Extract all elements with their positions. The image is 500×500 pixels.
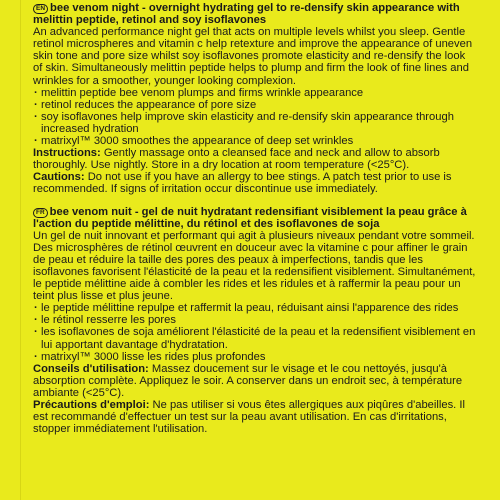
cautions-label: Cautions:	[33, 171, 85, 184]
english-title	[33, 2, 476, 26]
cautions-text: Ne pas utiliser si vous êtes allergiques aux piqûres d'abeilles. Il est recommandé d'effectuer un test sur la peau avant utilisation. En cas d'irritations, stopper immédiatement l'utilisation.	[33, 399, 465, 436]
english-title-text: bee venom night - overnight hydrating gel to re-densify skin appearance with melittin peptide, retinol and soy isoflavones	[33, 2, 460, 27]
instructions-label: Instructions:	[33, 147, 101, 160]
french-instructions	[33, 363, 476, 399]
cautions-label: Précautions d'emploi:	[33, 399, 150, 411]
list-item: · soy isoflavones help improve skin elasticity and re-densify skin appearance through increased hydration	[33, 111, 476, 135]
instructions-text: Gently massage onto a cleansed face and neck and allow to absorb thoroughly. Use nightly. Store in a dry location at room temperature (<25°C).	[33, 147, 440, 172]
language-badge-fr: FR	[33, 208, 48, 218]
list-item: · matrixyl™ 3000 smoothes the appearance of deep set wrinkles	[33, 135, 476, 147]
french-title	[33, 206, 476, 230]
instructions-label: Conseils d'utilisation:	[33, 362, 149, 375]
english-section	[33, 2, 476, 196]
label-panel	[20, 0, 482, 500]
english-instructions	[33, 147, 476, 171]
instructions-text: Massez doucement sur le visage et le cou nettoyés, jusqu'à absorption complète. Appliquez le soir. A conserver dans un endroit sec, à température ambiante (<25°C).	[33, 362, 463, 399]
language-badge-en: EN	[33, 4, 48, 14]
english-intro: An advanced performance night gel that acts on multiple levels whilst you sleep. Gentle retinol microspheres and vitamin c help retexture and improve the appearance of uneven skin tone and pore size whilst soy isoflavones promote elasticity and re-densify the look of skin. Simultaneously melittin peptide helps to plump and firm the look of fine lines and wrinkles for a smoother, younger looking complexion.	[33, 26, 473, 87]
french-intro: Un gel de nuit innovant et performant qui agit à plusieurs niveaux pendant votre sommeil. Des microsphères de rétinol œuvrent en douceur avec la vitamine c pour affiner le grain de peau et réduire la taille des pores des peaux à imperfections, tandis que les isoflavones favorisent l'élasticité de la peau et la redensifient visiblement. Simultanément, le peptide mélittine aide à combler les rides et les ridules et à raffermir la peau pour un teint plus lisse et plus jeune.	[33, 229, 476, 303]
french-benefits-list	[33, 302, 476, 362]
list-item: · retinol reduces the appearance of pore size	[33, 99, 476, 111]
list-item: · matrixyl™ 3000 lisse les rides plus profondes	[33, 351, 476, 363]
english-benefits-list	[33, 87, 476, 147]
list-item: · les isoflavones de soja améliorent l'élasticité de la peau et la redensifient visiblement en lui apportant davantage d'hydratation.	[33, 326, 476, 350]
list-item: · le peptide mélittine repulpe et raffermit la peau, réduisant ainsi l'apparence des rides	[33, 302, 476, 314]
list-item: · melittin peptide bee venom plumps and firms wrinkle appearance	[33, 87, 476, 99]
french-title-text: bee venom nuit - gel de nuit hydratant redensifiant visiblement la peau grâce à l'action du peptide mélittine, du rétinol et des isoflavones de soja	[33, 205, 467, 230]
list-item: · le rétinol resserre les pores	[33, 314, 476, 326]
french-section	[33, 206, 476, 436]
cautions-text: Do not use if you have an allergy to bee stings. A patch test prior to use is recommended. If signs of irritation occur discontinue use immediately.	[33, 171, 452, 196]
english-cautions	[33, 171, 476, 195]
french-cautions	[33, 399, 476, 435]
section-divider	[33, 196, 476, 206]
